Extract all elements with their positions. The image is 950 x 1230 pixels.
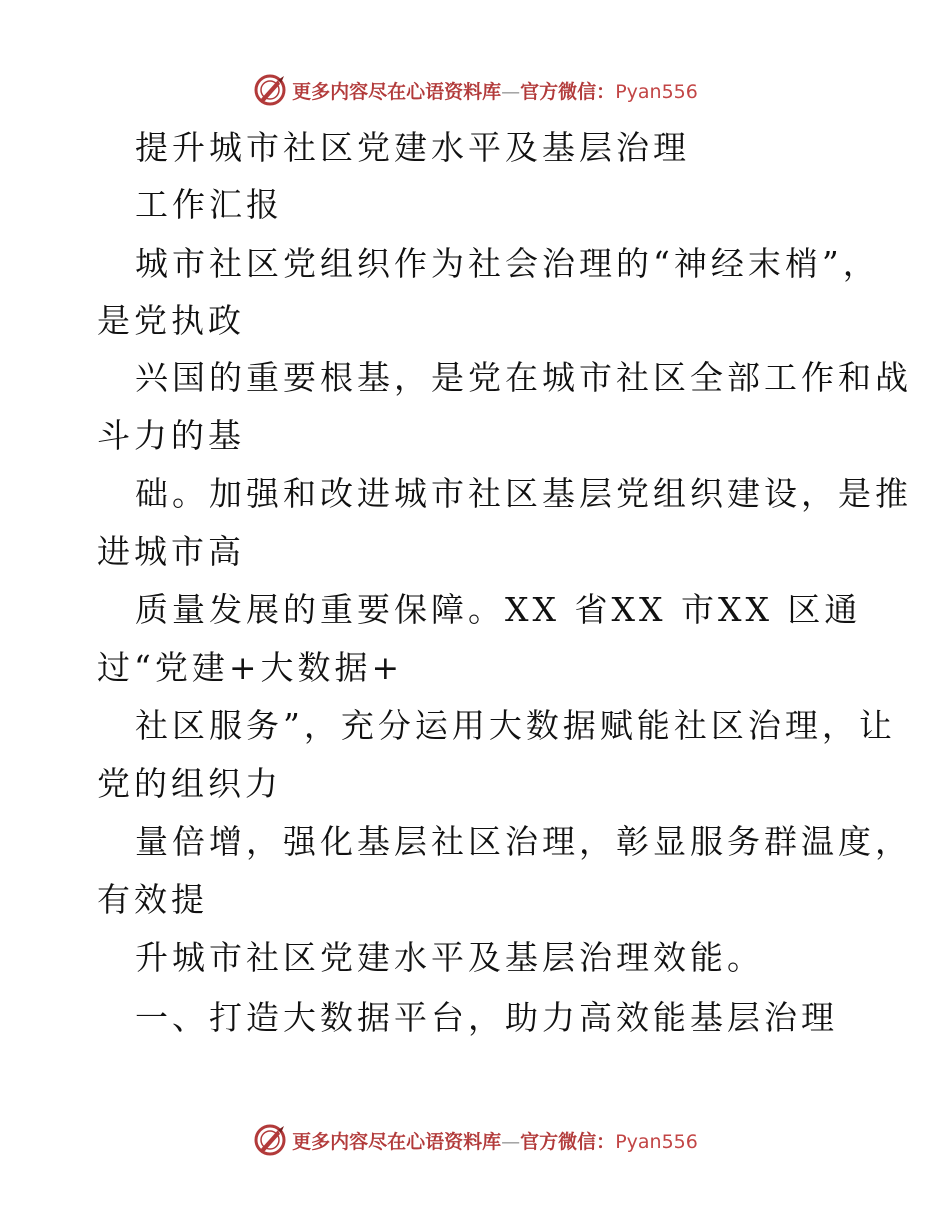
- watermark-banner-bottom: [0, 1120, 950, 1160]
- watermark-separator: —: [501, 80, 521, 103]
- paragraph-line: 兴国的重要根基，是党在城市社区全部工作和战: [135, 358, 912, 397]
- section-heading: 一、打造大数据平台，助力高效能基层治理: [135, 998, 838, 1037]
- paragraph-line: 是党执政: [97, 301, 245, 340]
- paragraph-line: 进城市高: [97, 532, 245, 571]
- paragraph-line: 量倍增，强化基层社区治理，彰显服务群温度，: [135, 822, 912, 861]
- watermark-id: Pyan556: [615, 80, 698, 103]
- watermark-separator: —: [501, 1130, 521, 1153]
- watermark-suffix: 官方微信：: [520, 1130, 616, 1153]
- paragraph-line: 社区服务”，充分运用大数据赋能社区治理，让: [135, 706, 896, 745]
- paragraph-line: 党的组织力: [97, 764, 282, 803]
- paragraph-line: 升城市社区党建水平及基层治理效能。: [135, 938, 764, 977]
- paragraph-line: 过“党建+大数据+: [97, 648, 404, 687]
- watermark-banner-top: [0, 70, 950, 110]
- watermark-suffix: 官方微信：: [520, 80, 616, 103]
- watermark-id: Pyan556: [615, 1130, 698, 1153]
- paragraph-line: 础。加强和改进城市社区基层党组织建设，是推: [135, 474, 912, 513]
- paragraph-line: 城市社区党组织作为社会治理的“神经末梢”，: [135, 244, 880, 283]
- paragraph-line: 斗力的基: [97, 416, 245, 455]
- watermark-prefix: 更多内容尽在心语资料库: [292, 1130, 502, 1153]
- paragraph-line: 质量发展的重要保障。XX 省XX 市XX 区通: [135, 590, 862, 629]
- document-title-line-2: 工作汇报: [135, 185, 283, 224]
- quill-logo-icon: [252, 1122, 288, 1158]
- paragraph-line: 有效提: [97, 880, 208, 919]
- watermark-prefix: 更多内容尽在心语资料库: [292, 80, 502, 103]
- document-title-line-1: 提升城市社区党建水平及基层治理: [135, 128, 690, 167]
- quill-logo-icon: [252, 72, 288, 108]
